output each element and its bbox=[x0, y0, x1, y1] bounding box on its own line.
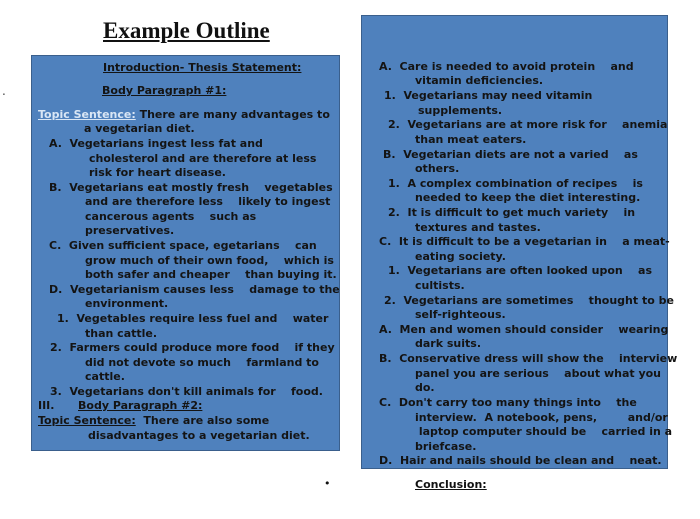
outline-line: briefcase. bbox=[415, 440, 477, 453]
topic-sentence-1 bbox=[38, 108, 330, 122]
outline-line: grow much of their own food, which is bbox=[85, 254, 334, 267]
outline-line: others. bbox=[415, 162, 460, 175]
outline-line: 2. Vegetarians are at more risk for anemia bbox=[388, 118, 668, 131]
conclusion-heading: Conclusion: bbox=[415, 478, 487, 491]
footer-bullet: • bbox=[324, 477, 331, 490]
outline-line: B. Vegetarians eat mostly fresh vegetables bbox=[49, 181, 333, 194]
outline-line: D. Vegetarianism causes less damage to the bbox=[49, 283, 340, 296]
outline-line: 1. Vegetarians may need vitamin bbox=[384, 89, 593, 102]
outline-line: C. Don't carry too many things into the bbox=[379, 396, 637, 409]
outline-line: D. Hair and nails should be clean and neat. bbox=[379, 454, 662, 467]
outline-line: both safer and cheaper than buying it. bbox=[85, 268, 337, 281]
outline-line: 1. A complex combination of recipes is bbox=[388, 177, 643, 190]
right-outline-panel bbox=[361, 15, 678, 469]
outline-line: 2. It is difficult to get much variety in bbox=[388, 206, 636, 219]
body-paragraph-2-heading: Body Paragraph #2: bbox=[78, 399, 203, 412]
outline-line: self-righteous. bbox=[415, 308, 506, 321]
topic-sentence-label: Topic Sentence: bbox=[38, 108, 136, 121]
outline-line: needed to keep the diet interesting. bbox=[415, 191, 641, 204]
outline-line: dark suits. bbox=[415, 337, 481, 350]
outline-line: interview. A notebook, pens, and/or bbox=[415, 411, 668, 424]
outline-line: and are therefore less likely to ingest bbox=[85, 195, 331, 208]
outline-line: A. Care is needed to avoid protein and bbox=[379, 60, 634, 73]
outline-line: than cattle. bbox=[85, 327, 158, 340]
outline-line: do. bbox=[415, 381, 435, 394]
intro-heading: Introduction- Thesis Statement: bbox=[103, 61, 302, 74]
left-outline-panel bbox=[31, 55, 340, 451]
outline-line: risk for heart disease. bbox=[89, 166, 226, 179]
page-title: Example Outline bbox=[103, 18, 270, 43]
outline-line: 2. Farmers could produce more food if they bbox=[50, 341, 335, 354]
outline-line: B. Vegetarian diets are not a varied as bbox=[383, 148, 638, 161]
outline-line: textures and tastes. bbox=[415, 221, 541, 234]
outline-line: 2. Vegetarians are sometimes thought to be bbox=[384, 294, 674, 307]
outline-line: A. Vegetarians ingest less fat and bbox=[49, 137, 263, 150]
outline-line: B. Conservative dress will show the interview bbox=[379, 352, 678, 365]
outline-line: disadvantages to a vegetarian diet. bbox=[88, 429, 310, 442]
topic-sentence-text: There are many advantages to bbox=[135, 108, 330, 121]
outline-line: C. It is difficult to be a vegetarian in a meat- bbox=[379, 235, 670, 248]
stray-mark: . bbox=[2, 84, 6, 98]
outline-line: 1. Vegetables require less fuel and water bbox=[57, 312, 329, 325]
topic-sentence-2 bbox=[38, 414, 269, 428]
topic-sentence-2-label: Topic Sentence: bbox=[38, 414, 136, 427]
body-paragraph-1-heading: Body Paragraph #1: bbox=[102, 84, 227, 97]
outline-line: eating society. bbox=[415, 250, 506, 263]
outline-line: 3. Vegetarians don't kill animals for food. bbox=[50, 385, 323, 398]
outline-line: cancerous agents such as bbox=[85, 210, 257, 223]
outline-line: environment. bbox=[85, 297, 169, 310]
topic-sentence-2-text: There are also some bbox=[135, 414, 270, 427]
outline-line: vitamin deficiencies. bbox=[415, 74, 544, 87]
outline-line: cholesterol and are therefore at less bbox=[89, 152, 317, 165]
section-3-numeral: III. bbox=[38, 399, 55, 412]
outline-line: cultists. bbox=[415, 279, 465, 292]
outline-line: did not devote so much farmland to bbox=[85, 356, 319, 369]
outline-line: supplements. bbox=[418, 104, 503, 117]
outline-line: cattle. bbox=[85, 370, 125, 383]
outline-line: a vegetarian diet. bbox=[84, 122, 195, 135]
outline-line: than meat eaters. bbox=[415, 133, 527, 146]
outline-line: A. Men and women should consider wearing bbox=[379, 323, 669, 336]
outline-line: 1. Vegetarians are often looked upon as bbox=[388, 264, 653, 277]
outline-line: preservatives. bbox=[85, 224, 175, 237]
outline-line: laptop computer should be carried in a bbox=[415, 425, 673, 438]
outline-line: C. Given sufficient space, egetarians can bbox=[49, 239, 317, 252]
outline-line: panel you are serious about what you bbox=[415, 367, 662, 380]
